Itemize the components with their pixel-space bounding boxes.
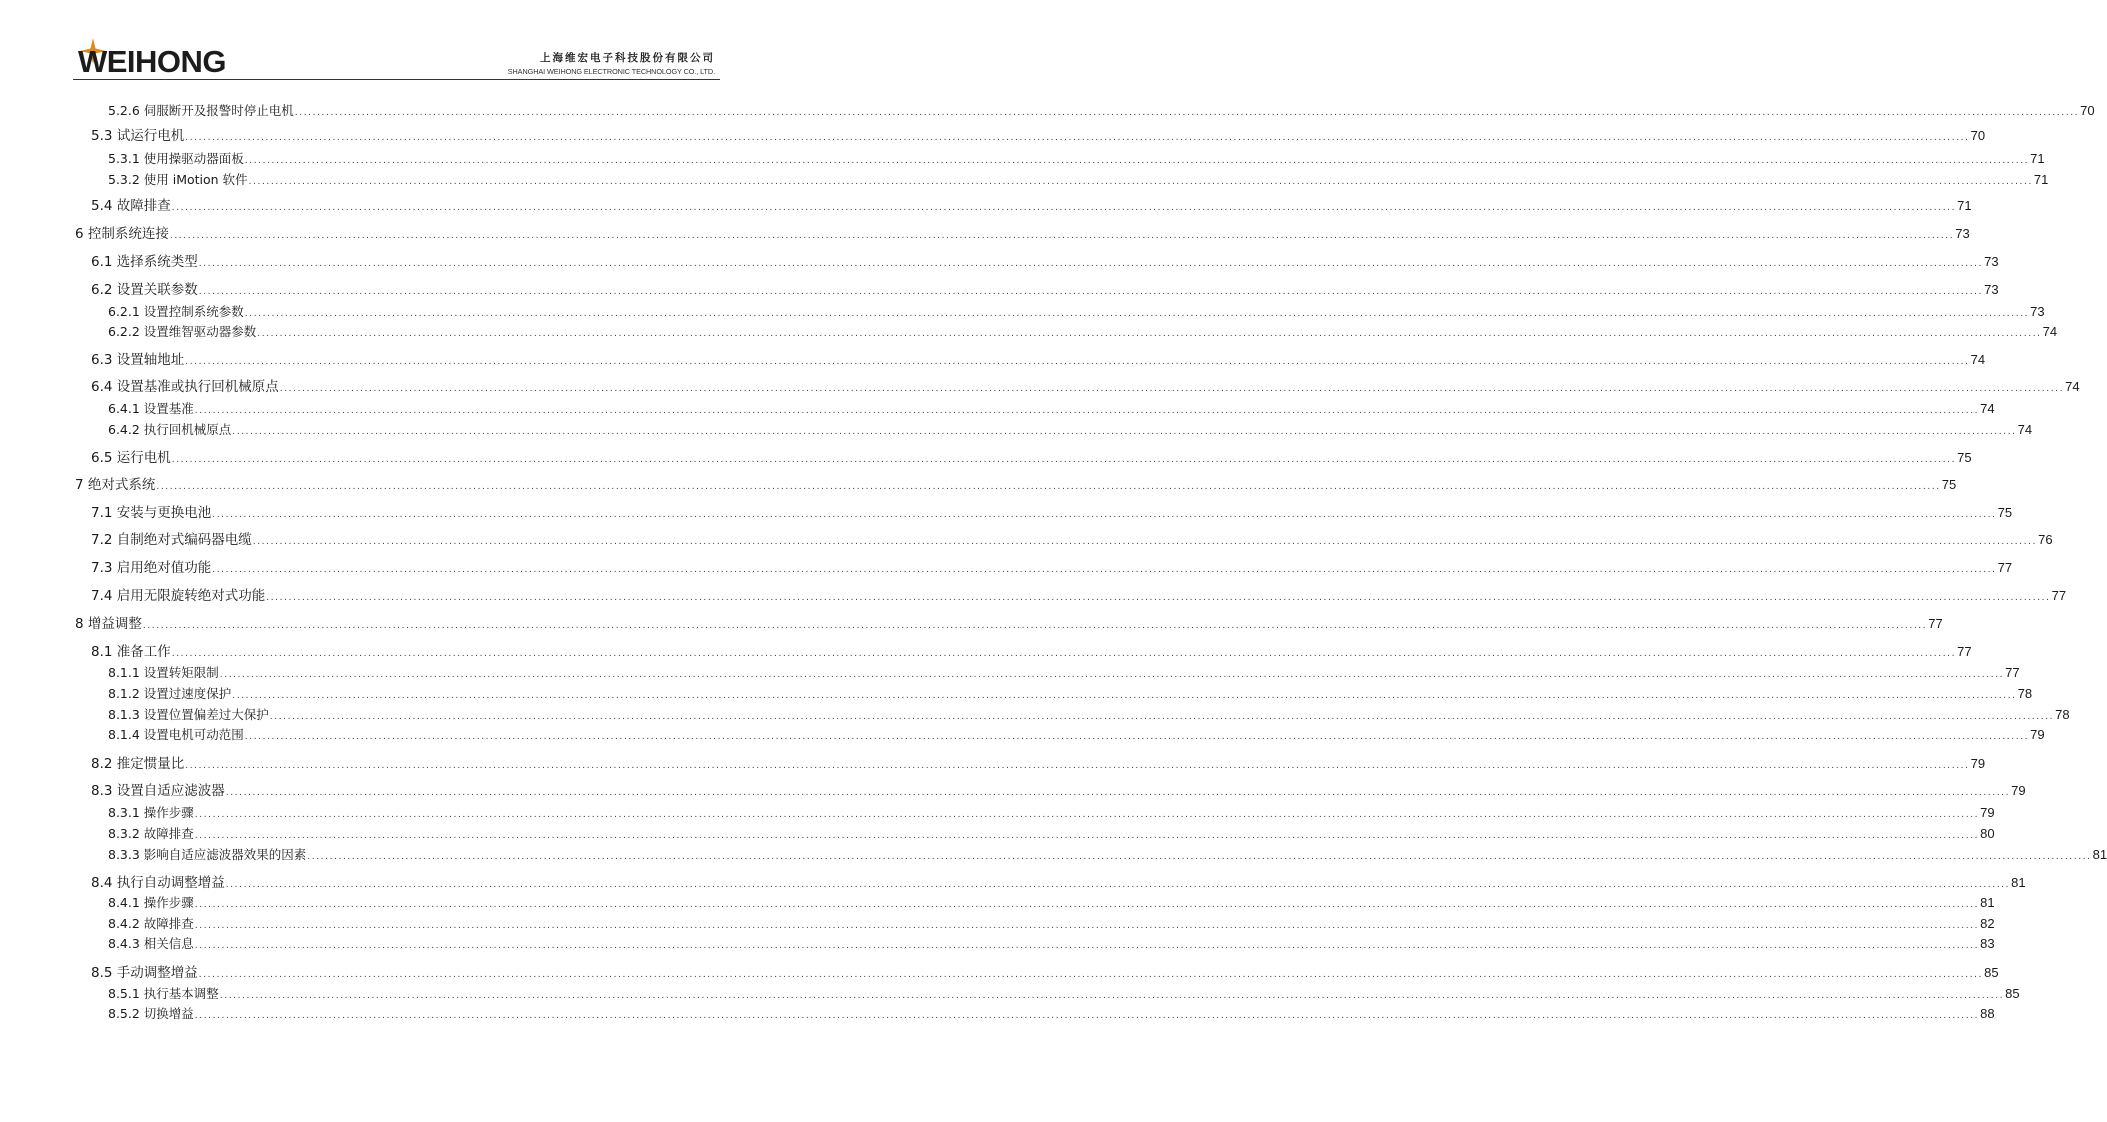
toc-entry-label: 6.3 设置轴地址	[91, 352, 185, 368]
toc-entry-page: 74	[1980, 401, 1995, 416]
toc-entry-label: 8.2 推定惯量比	[91, 756, 185, 772]
toc-entry-label: 6.4 设置基准或执行回机械原点	[91, 379, 279, 395]
toc-leader-dots: ................................................................................................................................................................................................................................................................................................................................................................................................................	[225, 788, 2011, 798]
toc-leader-dots: ................................................................................................................................................................................................................................................................................................................................................................................................................	[294, 108, 2080, 118]
toc-entry-label: 7 绝对式系统	[75, 477, 156, 493]
toc-entry[interactable]	[108, 803, 1995, 821]
toc-entry-label: 5.3.1 使用操驱动器面板	[108, 151, 244, 166]
toc-leader-dots: ................................................................................................................................................................................................................................................................................................................................................................................................................	[232, 691, 2017, 701]
toc-entry-page: 76	[2038, 532, 2053, 547]
toc-entry-label: 8.5 手动调整增益	[91, 965, 198, 981]
toc-entry[interactable]	[108, 663, 2020, 681]
toc-entry[interactable]	[91, 124, 1986, 144]
toc-entry-label: 8.3.2 故障排查	[108, 826, 194, 841]
toc-entry-label: 6.5 运行电机	[91, 450, 171, 466]
header-divider	[73, 79, 720, 80]
toc-entry-page: 77	[1957, 644, 1972, 659]
toc-leader-dots: ................................................................................................................................................................................................................................................................................................................................................................................................................	[266, 593, 2051, 603]
toc-entry-label: 8.1 准备工作	[91, 644, 171, 660]
toc-entry[interactable]	[108, 893, 1995, 911]
toc-entry-label: 8.1.1 设置转矩限制	[108, 665, 219, 680]
toc-entry-label: 8.3.3 影响自适应滤波器效果的因素	[108, 847, 307, 862]
toc-entry-page: 85	[1984, 965, 1999, 980]
toc-entry-page: 74	[2065, 379, 2080, 394]
toc-entry[interactable]	[91, 640, 1972, 660]
toc-entry-page: 78	[2055, 707, 2070, 722]
toc-entry-label: 8.1.4 设置电机可动范围	[108, 727, 244, 742]
toc-entry-page: 79	[1980, 805, 1995, 820]
toc-entry-label: 6.4.2 执行回机械原点	[108, 422, 232, 437]
toc-leader-dots: ................................................................................................................................................................................................................................................................................................................................................................................................................	[142, 621, 1928, 631]
toc-entry-page: 74	[1970, 352, 1986, 367]
toc-entry[interactable]	[108, 824, 1995, 842]
toc-entry-page: 82	[1980, 916, 1995, 931]
toc-entry[interactable]	[108, 149, 2045, 167]
toc-entry-page: 71	[2030, 151, 2045, 166]
toc-entry[interactable]	[108, 705, 2070, 723]
toc-leader-dots: ................................................................................................................................................................................................................................................................................................................................................................................................................	[194, 1011, 1980, 1021]
toc-entry-label: 8.4.2 故障排查	[108, 916, 194, 931]
toc-entry-page: 79	[2030, 727, 2045, 742]
toc-entry-label: 7.4 启用无限旋转绝对式功能	[91, 588, 266, 604]
toc-leader-dots: ................................................................................................................................................................................................................................................................................................................................................................................................................	[185, 357, 1970, 367]
toc-entry[interactable]	[91, 584, 2067, 604]
toc-leader-dots: ................................................................................................................................................................................................................................................................................................................................................................................................................	[225, 880, 2011, 890]
toc-leader-dots: ................................................................................................................................................................................................................................................................................................................................................................................................................	[185, 133, 1970, 143]
toc-entry-page: 73	[1984, 282, 1999, 297]
toc-leader-dots: ................................................................................................................................................................................................................................................................................................................................................................................................................	[269, 712, 2055, 722]
toc-entry-label: 8.1.3 设置位置偏差过大保护	[108, 707, 269, 722]
toc-leader-dots: ................................................................................................................................................................................................................................................................................................................................................................................................................	[169, 231, 1955, 241]
toc-leader-dots: ................................................................................................................................................................................................................................................................................................................................................................................................................	[171, 649, 1957, 659]
toc-entry[interactable]	[91, 446, 1972, 466]
toc-leader-dots: ................................................................................................................................................................................................................................................................................................................................................................................................................	[198, 970, 1984, 980]
toc-entry[interactable]	[91, 556, 2013, 576]
toc-leader-dots: ................................................................................................................................................................................................................................................................................................................................................................................................................	[212, 510, 1997, 520]
toc-entry-page: 83	[1980, 936, 1995, 951]
toc-entry-label: 8.5.1 执行基本调整	[108, 986, 219, 1001]
toc-entry[interactable]	[108, 399, 1995, 417]
toc-leader-dots: ................................................................................................................................................................................................................................................................................................................................................................................................................	[248, 177, 2033, 187]
toc-entry-label: 6.4.1 设置基准	[108, 401, 194, 416]
page-header	[0, 0, 793, 82]
toc-entry[interactable]	[91, 348, 1986, 368]
toc-entry[interactable]	[75, 473, 1957, 493]
toc-entry[interactable]	[91, 961, 1999, 981]
toc-entry-page: 77	[1997, 560, 2013, 575]
toc-entry[interactable]	[108, 845, 2107, 863]
toc-entry-label: 6.2.2 设置维智驱动器参数	[108, 324, 257, 339]
toc-entry[interactable]	[91, 752, 1986, 772]
toc-entry-page: 75	[1957, 450, 1972, 465]
toc-leader-dots: ................................................................................................................................................................................................................................................................................................................................................................................................................	[219, 991, 2005, 1001]
toc-entry-label: 8.4.1 操作步骤	[108, 895, 194, 910]
toc-entry-page: 70	[2080, 103, 2095, 118]
toc-entry-label: 8.3 设置自适应滤波器	[91, 783, 225, 799]
toc-entry-page: 81	[2011, 875, 2026, 890]
toc-entry[interactable]	[91, 501, 2013, 521]
toc-entry-label: 5.4 故障排查	[91, 198, 171, 214]
toc-leader-dots: ................................................................................................................................................................................................................................................................................................................................................................................................................	[198, 287, 1984, 297]
toc-entry-label: 6.1 选择系统类型	[91, 254, 198, 270]
toc-leader-dots: ................................................................................................................................................................................................................................................................................................................................................................................................................	[252, 537, 2038, 547]
toc-entry-label: 6.2.1 设置控制系统参数	[108, 304, 244, 319]
toc-leader-dots: ................................................................................................................................................................................................................................................................................................................................................................................................................	[194, 921, 1980, 931]
toc-entry-label: 7.3 启用绝对值功能	[91, 560, 212, 576]
toc-entry-page: 79	[2011, 783, 2026, 798]
toc-entry[interactable]	[75, 222, 1970, 242]
toc-entry[interactable]	[108, 101, 2095, 119]
toc-entry-page: 81	[2092, 847, 2107, 862]
toc-entry[interactable]	[108, 914, 1995, 932]
toc-entry-page: 73	[1955, 226, 1970, 241]
toc-leader-dots: ................................................................................................................................................................................................................................................................................................................................................................................................................	[219, 670, 2005, 680]
toc-entry-label: 8.4.3 相关信息	[108, 936, 194, 951]
toc-entry-page: 75	[1941, 477, 1957, 492]
toc-entry-label: 6.2 设置关联参数	[91, 282, 198, 298]
toc-entry-page: 74	[2042, 324, 2058, 339]
toc-leader-dots: ................................................................................................................................................................................................................................................................................................................................................................................................................	[194, 900, 1980, 910]
toc-entry-page: 77	[1928, 616, 1943, 631]
toc-entry-label: 8.3.1 操作步骤	[108, 805, 194, 820]
toc-entry-label: 8 增益调整	[75, 616, 142, 632]
company-name-cn: 上海维宏电子科技股份有限公司	[540, 52, 715, 64]
toc-entry-label: 7.2 自制绝对式编码器电缆	[91, 532, 252, 548]
toc-entry-label: 8.4 执行自动调整增益	[91, 875, 225, 891]
toc-leader-dots: ................................................................................................................................................................................................................................................................................................................................................................................................................	[194, 831, 1980, 841]
toc-entry-label: 5.2.6 伺服断开及报警时停止电机	[108, 103, 294, 118]
toc-leader-dots: ................................................................................................................................................................................................................................................................................................................................................................................................................	[185, 761, 1970, 771]
company-name-en: SHANGHAI WEIHONG ELECTRONIC TECHNOLOGY CO., LTD.	[507, 67, 715, 76]
toc-leader-dots: ................................................................................................................................................................................................................................................................................................................................................................................................................	[244, 732, 2030, 742]
toc-entry[interactable]	[108, 170, 2049, 188]
toc-entry[interactable]	[91, 871, 2026, 891]
toc-entry-page: 73	[1984, 254, 1999, 269]
toc-leader-dots: ................................................................................................................................................................................................................................................................................................................................................................................................................	[244, 156, 2030, 166]
toc-entry-page: 73	[2030, 304, 2045, 319]
toc-leader-dots: ................................................................................................................................................................................................................................................................................................................................................................................................................	[307, 852, 2092, 862]
toc-entry-label: 7.1 安装与更换电池	[91, 505, 212, 521]
toc-entry-page: 75	[1997, 505, 2013, 520]
toc-leader-dots: ................................................................................................................................................................................................................................................................................................................................................................................................................	[171, 455, 1957, 465]
toc-entry-page: 78	[2017, 686, 2033, 701]
toc-entry-label: 5.3.2 使用 iMotion 软件	[108, 172, 248, 187]
toc-leader-dots: ................................................................................................................................................................................................................................................................................................................................................................................................................	[198, 259, 1984, 269]
toc-entry[interactable]	[91, 375, 2080, 395]
toc-entry-page: 70	[1970, 128, 1986, 143]
toc-leader-dots: ................................................................................................................................................................................................................................................................................................................................................................................................................	[244, 309, 2030, 319]
toc-leader-dots: ................................................................................................................................................................................................................................................................................................................................................................................................................	[194, 810, 1980, 820]
toc-entry[interactable]	[108, 934, 1995, 952]
toc-entry-page: 77	[2005, 665, 2020, 680]
toc-entry-label: 5.3 试运行电机	[91, 128, 185, 144]
toc-entry[interactable]	[108, 684, 2033, 702]
toc-entry[interactable]	[108, 1004, 1995, 1022]
toc-entry[interactable]	[75, 612, 1943, 632]
toc-entry[interactable]	[91, 528, 2053, 548]
toc-entry-page: 79	[1970, 756, 1986, 771]
toc-entry-page: 80	[1980, 826, 1995, 841]
toc-entry-page: 81	[1980, 895, 1995, 910]
toc-entry-page: 77	[2051, 588, 2067, 603]
logo-text: WEIHONG	[78, 44, 227, 79]
toc-entry-page: 71	[1957, 198, 1972, 213]
toc-leader-dots: ................................................................................................................................................................................................................................................................................................................................................................................................................	[156, 482, 1941, 492]
toc-entry[interactable]	[108, 725, 2045, 743]
toc-entry-page: 88	[1980, 1006, 1995, 1021]
toc-entry[interactable]	[91, 250, 1999, 270]
toc-entry[interactable]	[108, 984, 2020, 1002]
toc-entry-label: 6 控制系统连接	[75, 226, 169, 242]
toc-entry-label: 8.5.2 切换增益	[108, 1006, 194, 1021]
toc-leader-dots: ................................................................................................................................................................................................................................................................................................................................................................................................................	[232, 427, 2017, 437]
toc-leader-dots: ................................................................................................................................................................................................................................................................................................................................................................................................................	[194, 406, 1980, 416]
toc-leader-dots: ................................................................................................................................................................................................................................................................................................................................................................................................................	[257, 329, 2042, 339]
toc-entry[interactable]	[108, 322, 2058, 340]
toc-entry-page: 74	[2017, 422, 2033, 437]
toc-entry[interactable]	[91, 194, 1972, 214]
toc-entry[interactable]	[91, 779, 2026, 799]
toc-entry-page: 85	[2005, 986, 2020, 1001]
toc-leader-dots: ................................................................................................................................................................................................................................................................................................................................................................................................................	[212, 565, 1997, 575]
toc-entry[interactable]	[108, 302, 2045, 320]
toc-leader-dots: ................................................................................................................................................................................................................................................................................................................................................................................................................	[171, 203, 1957, 213]
toc-entry[interactable]	[91, 278, 1999, 298]
toc-entry-label: 8.1.2 设置过速度保护	[108, 686, 232, 701]
toc-leader-dots: ................................................................................................................................................................................................................................................................................................................................................................................................................	[194, 941, 1980, 951]
toc-entry[interactable]	[108, 420, 2033, 438]
toc-entry-page: 71	[2033, 172, 2049, 187]
toc-leader-dots: ................................................................................................................................................................................................................................................................................................................................................................................................................	[279, 384, 2065, 394]
